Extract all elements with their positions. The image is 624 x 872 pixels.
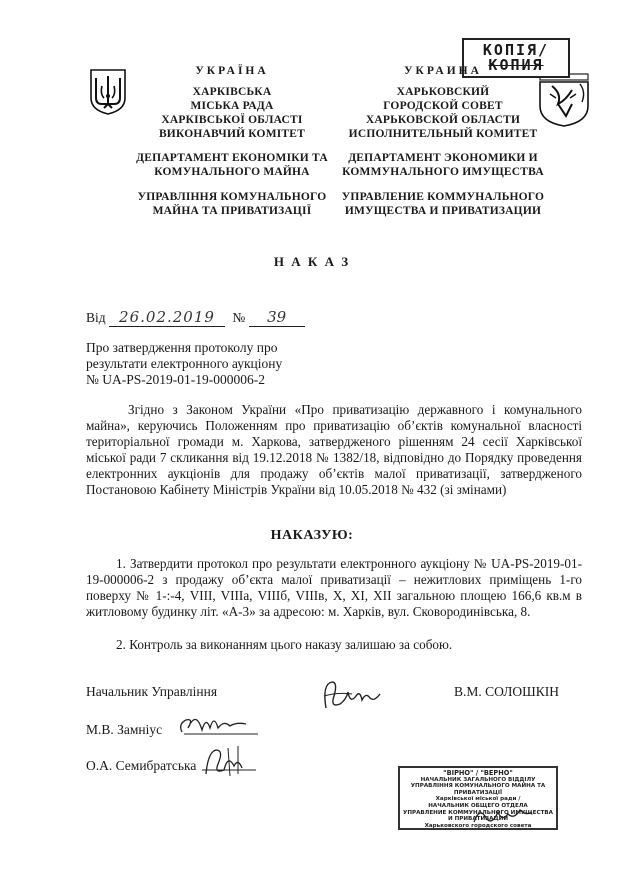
header-uk-council-4: ВИКОНАВЧИЙ КОМІТЕТ [158,128,306,140]
preamble-paragraph: Згідно з Законом України «Про приватизацію державного і комунального майна», керуючись Положенням про приватизацію об’єктів комунальної власності територіальної громади м. Харкова, затвердженого рішенням 24 сесії Харківської міської ради 7 скликання від 19.12.2018 № 1382/18, відповідно до Порядку проведення електронних аукціонів для продажу об’єктів малої приватизації, затвердженого Постановою Кабінету Міністрів України від 10.05.2018 № 432 (зі змінами) [86,402,582,497]
header-uk-dept-2: КОМУНАЛЬНОГО МАЙНА [154,166,310,178]
header-uk-office-2: МАЙНА ТА ПРИВАТИЗАЦІЇ [152,205,312,217]
header-uk-council-1: ХАРКІВСЬКА [192,86,272,98]
order-subject [86,340,282,388]
document-title: Н А К А З [273,254,351,269]
order-date-number [86,308,305,327]
subject-line-2: результати електронного аукціону [86,356,283,371]
subject-line-3: № UA-PS-2019-01-19-000006-2 [86,372,265,387]
header-ru-council-2: ГОРОДСКОЙ СОВЕТ [383,100,503,112]
header-ru-office-2: ИМУЩЕСТВА И ПРИВАТИЗАЦИИ [344,205,542,217]
order-item-2: 2. Контроль за виконанням цього наказу залишаю за собою. [116,637,453,652]
signature-approver-2: О.А. Семибратська [86,758,197,773]
signature-approver-1: М.В. Замніус [86,722,163,737]
signature-head-name: В.М. СОЛОШКІН [454,684,559,699]
date-prefix: Від [86,310,106,325]
ukraine-trident-emblem-icon [88,68,128,116]
header-uk-council-3: ХАРКІВСЬКОЇ ОБЛАСТІ [161,114,303,126]
header-uk-office-1: УПРАВЛІННЯ КОМУНАЛЬНОГО [137,191,327,203]
header-uk-council-2: МІСЬКА РАДА [190,100,274,112]
header-uk-dept-1: ДЕПАРТАМЕНТ ЕКОНОМІКИ ТА [136,152,328,164]
subject-line-1: Про затвердження протоколу про [86,340,278,355]
copy-stamp-line-ru: КОПИЯ [488,56,544,74]
certify-line-1: "ВІРНО" / "ВЕРНО" [443,769,513,777]
order-word: НАКАЗУЮ: [270,528,354,543]
handwritten-signature-certify [470,800,534,830]
header-ru-office-1: УПРАВЛЕНИЕ КОММУНАЛЬНОГО [341,191,545,203]
date-value: 26.02.2019 [109,308,225,327]
certify-line-6: УПРАВЛЕНИЕ КОММУНАЛЬНОГО ИМУЩЕСТВА И ПРИВАТИЗАЦИИ [403,809,553,823]
handwritten-signature-approver-1 [176,706,260,742]
header-ru-council-3: ХАРЬКОВСКОЙ ОБЛАСТИ [365,114,521,126]
number-prefix: № [232,310,246,325]
header-ru-dept-1: ДЕПАРТАМЕНТ ЭКОНОМИКИ И [348,152,538,164]
header-ru-dept-2: КОММУНАЛЬНОГО ИМУЩЕСТВА [342,166,544,178]
header-ru-council-4: ИСПОЛНИТЕЛЬНЫЙ КОМИТЕТ [348,128,538,140]
header-russian [338,64,548,218]
certify-line-2: НАЧАЛЬНИК ЗАГАЛЬНОГО ВІДДІЛУ [420,776,536,783]
header-ukrainian [132,64,332,218]
copy-stamp-line-uk: КОПІЯ/ [482,41,550,59]
handwritten-signature-head [318,674,388,718]
header-uk-country: УКРАЇНА [195,65,269,77]
signature-head-title: Начальник Управління [86,684,218,699]
certify-line-5: НАЧАЛЬНИК ОБЩЕГО ОТДЕЛА [428,802,528,809]
certify-line-3: УПРАВЛІННЯ КОМУНАЛЬНОГО МАЙНА ТА ПРИВАТИЗАЦІЇ [410,783,546,796]
order-item-1: 1. Затвердити протокол про результати електронного аукціону № UA-PS-2019-01-19-000006-2 з продажу об’єкта малої приватизації – нежитлових приміщень 1-го поверху № 1-:-4, VIII, VIIIа, VIIIб, VIIIв, X, XI, XII загальною площею 166,6 кв.м в житловому будинку літ. «А-3» за адресою: м. Харків, вул. Сковородинівська, 8. [86,556,582,619]
header-ru-council-1: ХАРЬКОВСКИЙ [396,86,490,98]
header-ru-country: УКРАИНА [404,65,482,77]
handwritten-signature-approver-2 [198,740,258,780]
certify-line-4: Харківської міської ради / [435,796,521,803]
number-value: 39 [249,308,305,327]
certify-line-7: Харьковского городского совета [424,822,532,829]
